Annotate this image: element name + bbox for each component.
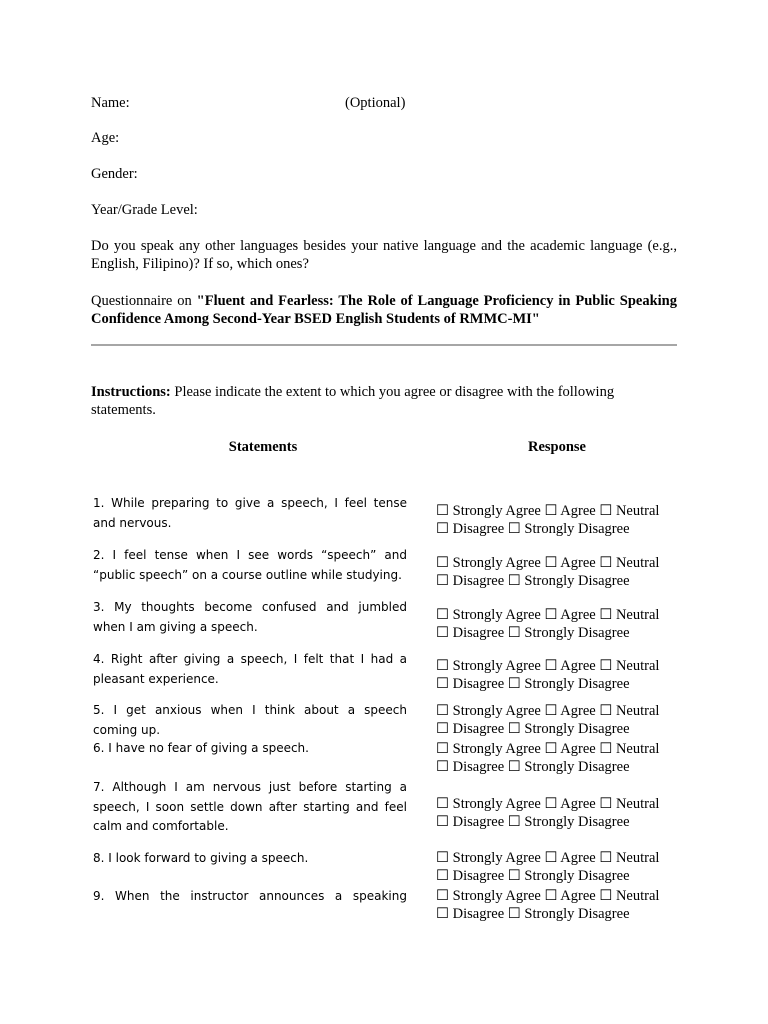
disagree-checkbox[interactable]: ☐ Disagree	[436, 814, 505, 830]
strongly-agree-checkbox[interactable]: ☐ Strongly Agree	[436, 888, 541, 904]
response-options-7	[436, 795, 678, 831]
strongly-disagree-checkbox[interactable]: ☐ Strongly Disagree	[507, 721, 630, 737]
statement-2: 2. I feel tense when I see words “speech” and “public speech” on a course outline while studying.	[93, 548, 407, 582]
strongly-agree-checkbox[interactable]: ☐ Strongly Agree	[436, 607, 541, 623]
strongly-disagree-checkbox[interactable]: ☐ Strongly Disagree	[507, 906, 630, 922]
response-options-9	[436, 887, 678, 923]
statement-1: 1. While preparing to give a speech, I feel tense and nervous.	[93, 496, 407, 530]
statement-8: 8. I look forward to giving a speech.	[93, 851, 309, 865]
response-options-2	[436, 554, 678, 590]
neutral-checkbox[interactable]: ☐ Neutral	[599, 850, 660, 866]
section-divider	[91, 344, 677, 346]
neutral-checkbox[interactable]: ☐ Neutral	[599, 741, 660, 757]
year-level-field-label: Year/Grade Level:	[91, 202, 198, 218]
instructions-label: Instructions:	[91, 384, 171, 400]
response-options-5	[436, 702, 678, 738]
strongly-disagree-checkbox[interactable]: ☐ Strongly Disagree	[507, 521, 630, 537]
optional-note: (Optional)	[345, 95, 406, 111]
instructions	[91, 383, 677, 419]
questionnaire-title: "Fluent and Fearless: The Role of Language Proficiency in Public Speaking Confidence Among Second-Year BSED English Students of RMMC-MI"	[91, 293, 677, 327]
gender-field-label: Gender:	[91, 166, 138, 182]
disagree-checkbox[interactable]: ☐ Disagree	[436, 625, 505, 641]
neutral-checkbox[interactable]: ☐ Neutral	[599, 658, 660, 674]
statement-4: 4. Right after giving a speech, I felt that I had a pleasant experience.	[93, 652, 407, 686]
strongly-agree-checkbox[interactable]: ☐ Strongly Agree	[436, 703, 541, 719]
disagree-checkbox[interactable]: ☐ Disagree	[436, 868, 505, 884]
strongly-agree-checkbox[interactable]: ☐ Strongly Agree	[436, 796, 541, 812]
response-options-8	[436, 849, 678, 885]
name-field-label: Name:	[91, 95, 130, 111]
statements-column-header: Statements	[228, 439, 298, 455]
neutral-checkbox[interactable]: ☐ Neutral	[599, 888, 660, 904]
strongly-disagree-checkbox[interactable]: ☐ Strongly Disagree	[507, 625, 630, 641]
neutral-checkbox[interactable]: ☐ Neutral	[599, 503, 660, 519]
statement-6: 6. I have no fear of giving a speech.	[93, 741, 309, 755]
languages-question: Do you speak any other languages besides your native language and the academic language (e.g., English, Filipino)? If so, which ones?	[91, 238, 677, 272]
agree-checkbox[interactable]: ☐ Agree	[544, 850, 596, 866]
neutral-checkbox[interactable]: ☐ Neutral	[599, 796, 660, 812]
statement-9: 9. When the instructor announces a speaking	[93, 889, 407, 903]
agree-checkbox[interactable]: ☐ Agree	[544, 607, 596, 623]
neutral-checkbox[interactable]: ☐ Neutral	[599, 703, 660, 719]
strongly-disagree-checkbox[interactable]: ☐ Strongly Disagree	[507, 759, 630, 775]
strongly-disagree-checkbox[interactable]: ☐ Strongly Disagree	[507, 868, 630, 884]
questionnaire-heading	[91, 292, 677, 328]
strongly-agree-checkbox[interactable]: ☐ Strongly Agree	[436, 741, 541, 757]
strongly-agree-checkbox[interactable]: ☐ Strongly Agree	[436, 503, 541, 519]
neutral-checkbox[interactable]: ☐ Neutral	[599, 555, 660, 571]
agree-checkbox[interactable]: ☐ Agree	[544, 796, 596, 812]
disagree-checkbox[interactable]: ☐ Disagree	[436, 573, 505, 589]
strongly-agree-checkbox[interactable]: ☐ Strongly Agree	[436, 850, 541, 866]
response-options-1	[436, 502, 678, 538]
strongly-agree-checkbox[interactable]: ☐ Strongly Agree	[436, 555, 541, 571]
agree-checkbox[interactable]: ☐ Agree	[544, 888, 596, 904]
questionnaire-prefix: Questionnaire on	[91, 293, 197, 309]
neutral-checkbox[interactable]: ☐ Neutral	[599, 607, 660, 623]
age-field-label: Age:	[91, 130, 120, 146]
disagree-checkbox[interactable]: ☐ Disagree	[436, 521, 505, 537]
statement-7: 7. Although I am nervous just before starting a speech, I soon settle down after starting and feel calm and comfortable.	[93, 780, 407, 833]
response-column-header: Response	[527, 439, 586, 455]
strongly-disagree-checkbox[interactable]: ☐ Strongly Disagree	[507, 676, 630, 692]
disagree-checkbox[interactable]: ☐ Disagree	[436, 721, 505, 737]
agree-checkbox[interactable]: ☐ Agree	[544, 703, 596, 719]
agree-checkbox[interactable]: ☐ Agree	[544, 555, 596, 571]
disagree-checkbox[interactable]: ☐ Disagree	[436, 676, 505, 692]
strongly-disagree-checkbox[interactable]: ☐ Strongly Disagree	[507, 814, 630, 830]
response-options-4	[436, 657, 678, 693]
instructions-text: Please indicate the extent to which you agree or disagree with the following statements.	[91, 384, 615, 418]
response-options-3	[436, 606, 678, 642]
agree-checkbox[interactable]: ☐ Agree	[544, 741, 596, 757]
agree-checkbox[interactable]: ☐ Agree	[544, 503, 596, 519]
response-options-6	[436, 740, 678, 776]
disagree-checkbox[interactable]: ☐ Disagree	[436, 759, 505, 775]
disagree-checkbox[interactable]: ☐ Disagree	[436, 906, 505, 922]
agree-checkbox[interactable]: ☐ Agree	[544, 658, 596, 674]
strongly-disagree-checkbox[interactable]: ☐ Strongly Disagree	[507, 573, 630, 589]
strongly-agree-checkbox[interactable]: ☐ Strongly Agree	[436, 658, 541, 674]
statement-5: 5. I get anxious when I think about a speech coming up.	[93, 703, 407, 737]
statement-3: 3. My thoughts become confused and jumbled when I am giving a speech.	[93, 600, 407, 634]
